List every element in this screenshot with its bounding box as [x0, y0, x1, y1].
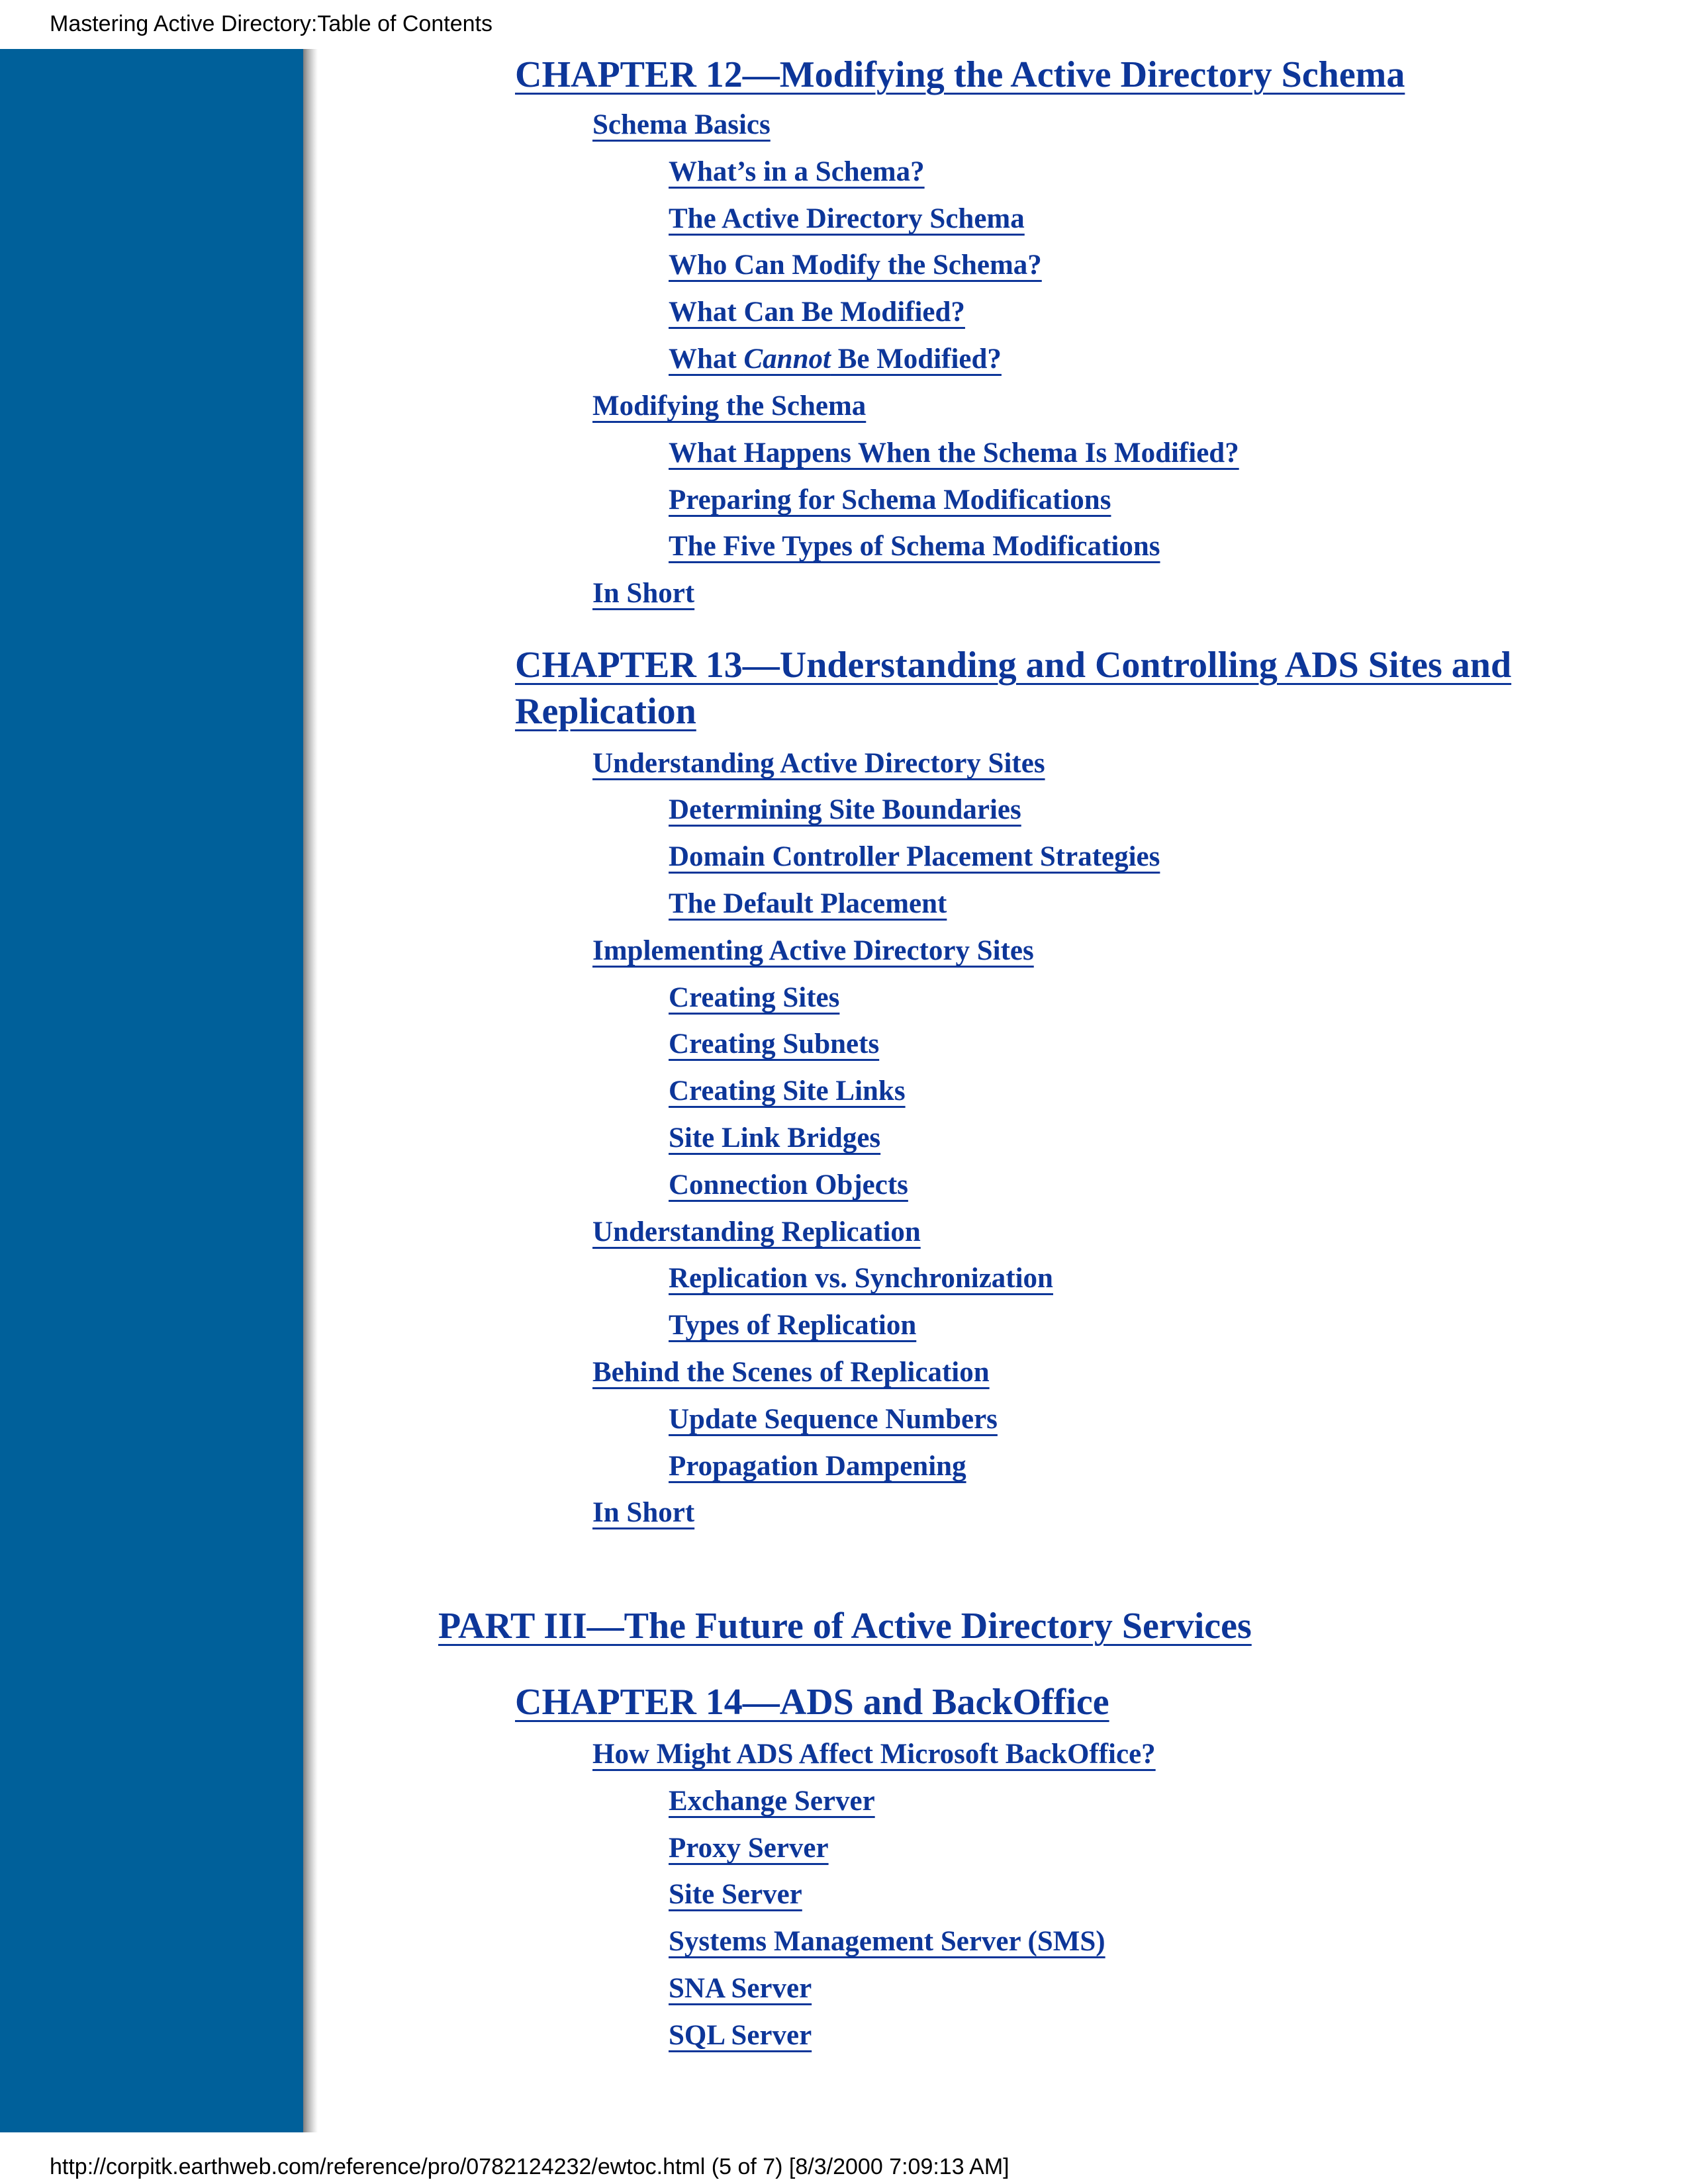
toc-subsection-types-of-replication[interactable]: Types of Replication	[669, 1310, 917, 1341]
page-footer-url: http://corpitk.earthweb.com/reference/pro/0782124232/ewtoc.html (5 of 7) [8/3/2000 7:09:13 AM]	[50, 2154, 1009, 2179]
toc-chapter-13-line2[interactable]: Replication	[515, 691, 696, 732]
toc-text-cannot: Cannot	[743, 343, 831, 375]
toc-subsection-creating-sites[interactable]: Creating Sites	[669, 982, 840, 1013]
toc-subsection-repl-vs-sync[interactable]: Replication vs. Synchronization	[669, 1263, 1053, 1294]
toc-subsection-what-cannot-be-modified[interactable]	[669, 343, 1002, 376]
toc-section-ch12-in-short[interactable]: In Short	[592, 578, 695, 609]
toc-subsection-five-types[interactable]: The Five Types of Schema Modifications	[669, 531, 1160, 562]
toc-subsection-proxy-server[interactable]: Proxy Server	[669, 1833, 829, 1864]
toc-text-what: What	[669, 343, 744, 375]
toc-subsection-dc-placement[interactable]: Domain Controller Placement Strategies	[669, 841, 1160, 872]
toc-subsection-what-happens[interactable]: What Happens When the Schema Is Modified?	[669, 437, 1239, 469]
toc-chapter-13-line1[interactable]: CHAPTER 13—Understanding and Controlling ADS Sites and	[515, 645, 1512, 686]
toc-subsection-whats-in-schema[interactable]: What’s in a Schema?	[669, 156, 925, 187]
toc-subsection-site-server[interactable]: Site Server	[669, 1879, 802, 1910]
toc-subsection-site-link-bridges[interactable]: Site Link Bridges	[669, 1122, 881, 1154]
toc-subsection-default-placement[interactable]: The Default Placement	[669, 888, 947, 919]
toc-section-schema-basics[interactable]: Schema Basics	[592, 109, 771, 140]
toc-subsection-what-can-be-modified[interactable]: What Can Be Modified?	[669, 296, 965, 328]
toc-subsection-propagation-dampening[interactable]: Propagation Dampening	[669, 1451, 966, 1482]
toc-subsection-ad-schema[interactable]: The Active Directory Schema	[669, 203, 1025, 234]
toc-chapter-12[interactable]: CHAPTER 12—Modifying the Active Directory Schema	[515, 54, 1405, 95]
toc-subsection-sql-server[interactable]: SQL Server	[669, 2020, 812, 2051]
toc-subsection-site-boundaries[interactable]: Determining Site Boundaries	[669, 794, 1021, 825]
toc-text-be-modified: Be Modified?	[830, 343, 1002, 375]
toc-section-ch13-in-short[interactable]: In Short	[592, 1497, 695, 1528]
toc-subsection-sms[interactable]: Systems Management Server (SMS)	[669, 1926, 1105, 1957]
toc-subsection-creating-site-links[interactable]: Creating Site Links	[669, 1075, 906, 1107]
toc-subsection-connection-objects[interactable]: Connection Objects	[669, 1169, 908, 1201]
toc-subsection-who-can-modify[interactable]: Who Can Modify the Schema?	[669, 250, 1042, 281]
toc-section-behind-the-scenes[interactable]: Behind the Scenes of Replication	[592, 1357, 990, 1388]
toc-chapter-14[interactable]: CHAPTER 14—ADS and BackOffice	[515, 1682, 1109, 1723]
toc-part-3[interactable]: PART III—The Future of Active Directory Services	[438, 1606, 1252, 1647]
toc-subsection-usn[interactable]: Update Sequence Numbers	[669, 1404, 998, 1435]
toc-subsection-exchange-server[interactable]: Exchange Server	[669, 1786, 875, 1817]
toc-subsection-creating-subnets[interactable]: Creating Subnets	[669, 1028, 880, 1060]
toc-section-implementing-sites[interactable]: Implementing Active Directory Sites	[592, 935, 1034, 966]
page-header-title: Mastering Active Directory:Table of Contents	[50, 11, 492, 36]
toc-section-modifying-schema[interactable]: Modifying the Schema	[592, 390, 867, 422]
toc-section-understanding-replication[interactable]: Understanding Replication	[592, 1216, 921, 1248]
toc-subsection-preparing[interactable]: Preparing for Schema Modifications	[669, 484, 1111, 516]
toc-subsection-sna-server[interactable]: SNA Server	[669, 1973, 812, 2004]
toc-section-understanding-sites[interactable]: Understanding Active Directory Sites	[592, 748, 1045, 779]
toc-section-how-might-ads[interactable]: How Might ADS Affect Microsoft BackOffice?	[592, 1739, 1156, 1770]
